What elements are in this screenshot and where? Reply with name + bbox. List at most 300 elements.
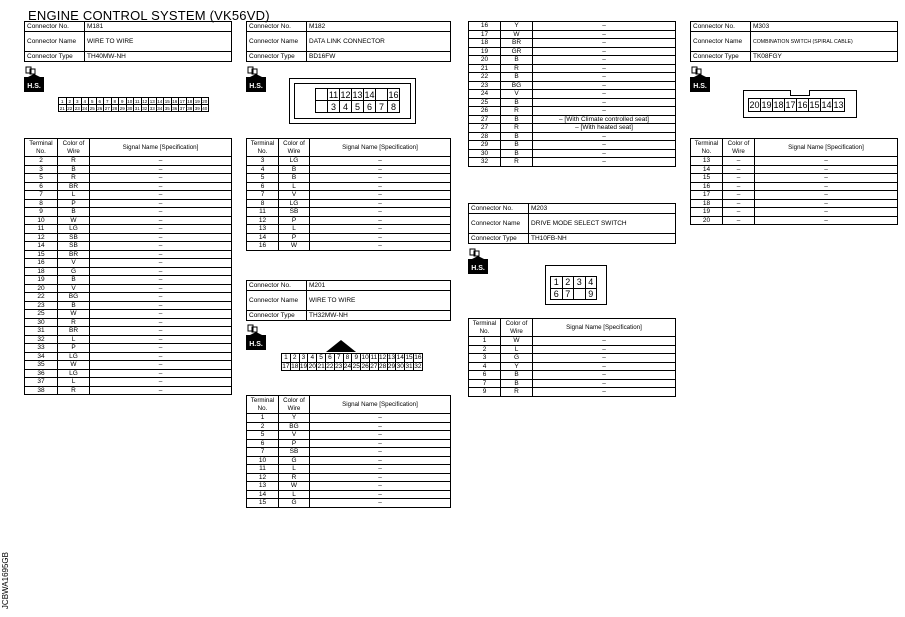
table-row (25, 216, 232, 225)
signal-name-cell: – (90, 208, 232, 217)
connector-name-label: Connector Name (691, 32, 751, 52)
table-row (247, 482, 451, 491)
table-row (25, 301, 232, 310)
pin-cell: 22 (67, 105, 73, 111)
table-row (469, 337, 676, 346)
wire-color-cell: SB (279, 208, 310, 217)
table-row (25, 327, 232, 336)
connector-type-value: TH40MW-NH (85, 52, 232, 62)
connector-no-label: Connector No. (469, 204, 529, 214)
pin-cell: 17 (179, 98, 185, 104)
pin-cell: 25 (89, 105, 95, 111)
pin-cell: 8 (343, 354, 352, 363)
table-row (25, 352, 232, 361)
terminal-cell: 11 (247, 208, 279, 217)
terminal-no-header: Terminal No. (469, 319, 501, 337)
connector-name-value: DATA LINK CONNECTOR (307, 32, 451, 52)
table-row (469, 124, 676, 133)
terminal-cell: 12 (247, 216, 279, 225)
wire-color-cell: G (58, 267, 90, 276)
wire-color-cell: SB (58, 242, 90, 251)
signal-name-cell: – (533, 354, 676, 363)
wire-color-cell: W (279, 242, 310, 251)
terminal-cell: 27 (469, 124, 501, 133)
signal-name-cell: – (533, 22, 676, 31)
terminal-cell: 16 (469, 22, 501, 31)
signal-name-cell: – (90, 216, 232, 225)
terminal-cell: 1 (469, 337, 501, 346)
pin-cell: 17 (282, 362, 290, 370)
pin-cell: 10 (361, 354, 369, 362)
terminal-cell: 7 (247, 191, 279, 200)
table-row (691, 182, 898, 191)
table-row (691, 157, 898, 166)
signal-name-cell: – (310, 225, 451, 234)
connector-no-value: M203 (529, 204, 676, 214)
pin-cell: 38 (187, 105, 193, 111)
wire-color-cell: W (58, 216, 90, 225)
pin-cell: 5 (317, 354, 326, 363)
pin-cell: 11 (328, 89, 339, 100)
pin-cell: 2 (562, 277, 574, 289)
signal-name-cell: – (310, 439, 451, 448)
connector-name-label: Connector Name (247, 291, 307, 311)
pin-cell: 7 (104, 98, 112, 105)
table-row (247, 208, 451, 217)
table-row (247, 233, 451, 242)
table-row (469, 98, 676, 107)
signal-name-header: Signal Name [Specification] (310, 396, 451, 414)
pin-cell: 2 (66, 98, 74, 105)
pin-cell: 9 (585, 288, 597, 300)
signal-name-cell: – (533, 107, 676, 116)
terminal-cell: 6 (25, 182, 58, 191)
signal-name-cell: – (90, 199, 232, 208)
terminal-cell: 30 (469, 149, 501, 158)
wire-color-cell: BG (279, 422, 310, 431)
pin-cell: 15 (809, 100, 820, 110)
table-row (469, 149, 676, 158)
terminal-cell: 15 (691, 174, 723, 183)
table-row (25, 157, 232, 166)
wire-color-cell: BR (501, 39, 533, 48)
table-row (247, 439, 451, 448)
wire-color-cell: B (501, 73, 533, 82)
table-row (25, 369, 232, 378)
terminal-cell: 30 (25, 318, 58, 327)
signal-name-cell: – (310, 431, 451, 440)
table-row (247, 414, 451, 423)
terminal-cell: 10 (25, 216, 58, 225)
terminal-cell: 20 (25, 284, 58, 293)
signal-name-cell: – (533, 132, 676, 141)
wire-color-cell: P (279, 216, 310, 225)
pin-cell: 21 (59, 105, 65, 111)
signal-name-cell: – (90, 344, 232, 353)
connector-no-label: Connector No. (691, 22, 751, 32)
wire-color-cell: G (501, 354, 533, 363)
pin-table-m201 (246, 395, 451, 508)
connector-face-m203 (545, 265, 607, 305)
table-row (247, 473, 451, 482)
signal-name-cell: – (90, 335, 232, 344)
pin-cell (376, 89, 388, 101)
pin-cell: 28 (379, 362, 387, 370)
pin-cell: 6 (364, 101, 376, 113)
wire-color-cell: LG (58, 369, 90, 378)
terminal-cell: 11 (25, 225, 58, 234)
terminal-cell: 23 (25, 301, 58, 310)
table-row (469, 30, 676, 39)
signal-name-cell: – (310, 499, 451, 508)
table-row (25, 225, 232, 234)
table-row (25, 208, 232, 217)
table-row (469, 90, 676, 99)
wire-color-cell: – (723, 199, 755, 208)
table-row (469, 379, 676, 388)
signal-name-cell: – (533, 90, 676, 99)
pin-cell: 31 (134, 105, 140, 111)
pin-cell: 32 (142, 105, 148, 111)
table-row (25, 165, 232, 174)
table-row (469, 354, 676, 363)
terminal-cell: 15 (25, 250, 58, 259)
pin-cell: 1 (282, 354, 291, 363)
table-row (469, 345, 676, 354)
signal-name-cell: – (90, 361, 232, 370)
pin-cell: 5 (89, 98, 97, 105)
pin-cell: 7 (376, 101, 388, 113)
wire-color-cell: L (501, 345, 533, 354)
table-row (469, 371, 676, 380)
terminal-cell: 20 (691, 216, 723, 225)
signal-name-cell: – (310, 465, 451, 474)
wire-color-cell: P (58, 199, 90, 208)
wire-color-cell: L (58, 378, 90, 387)
pin-cell: 32 (414, 362, 422, 370)
pin-cell: 8 (111, 98, 119, 105)
wire-color-cell: SB (279, 448, 310, 457)
pin-cell: 1 (59, 98, 67, 105)
table-row (247, 499, 451, 508)
terminal-cell: 3 (469, 354, 501, 363)
terminal-cell: 3 (247, 157, 279, 166)
pin-cell: 31 (405, 362, 413, 370)
table-row (469, 107, 676, 116)
signal-name-cell: – (755, 182, 898, 191)
terminal-no-header: Terminal No. (25, 139, 58, 157)
page-title: ENGINE CONTROL SYSTEM (VK56VD) (28, 8, 270, 23)
terminal-cell: 20 (469, 56, 501, 65)
pin-cell: 19 (299, 362, 308, 370)
wire-color-cell: L (279, 465, 310, 474)
table-row (247, 157, 451, 166)
signal-name-cell: – (90, 267, 232, 276)
terminal-cell: 15 (247, 499, 279, 508)
connector-info-m303 (690, 21, 898, 62)
terminal-cell: 14 (691, 165, 723, 174)
harness-side-icon (246, 66, 266, 90)
connector-type-value: TH10FB-NH (529, 234, 676, 244)
pin-cell: 4 (81, 98, 89, 105)
table-row (469, 158, 676, 167)
pin-cell: 23 (335, 362, 343, 370)
pin-cell: 27 (370, 362, 378, 370)
wire-color-header: Color of Wire (723, 139, 755, 157)
signal-name-cell: – (533, 73, 676, 82)
pin-cell: 13 (833, 100, 844, 110)
signal-name-cell: – (310, 174, 451, 183)
terminal-cell: 34 (25, 352, 58, 361)
pin-cell: 13 (149, 98, 155, 104)
wire-color-cell: R (501, 388, 533, 397)
pin-cell: 21 (317, 362, 325, 370)
connector-name-label: Connector Name (469, 214, 529, 234)
connector-type-label: Connector Type (25, 52, 85, 62)
terminal-cell: 19 (691, 208, 723, 217)
table-row (469, 81, 676, 90)
wire-color-cell: W (58, 310, 90, 319)
pin-cell: 40 (202, 105, 208, 111)
terminal-cell: 17 (691, 191, 723, 200)
table-row (469, 132, 676, 141)
pin-cell: 7 (562, 288, 574, 300)
pin-cell: 24 (82, 105, 88, 111)
signal-name-cell: – (310, 208, 451, 217)
table-row (469, 362, 676, 371)
wire-color-cell: R (58, 157, 90, 166)
pin-cell: 13 (352, 89, 363, 100)
pin-cell: 36 (172, 105, 178, 111)
terminal-cell: 14 (25, 242, 58, 251)
connector-name-value: WIRE TO WIRE (85, 32, 232, 52)
pin-cell: 35 (164, 105, 170, 111)
wire-color-cell: B (279, 165, 310, 174)
wire-color-cell: B (501, 371, 533, 380)
terminal-cell: 27 (469, 115, 501, 124)
signal-name-cell: – (90, 250, 232, 259)
pin-cell: 20 (308, 362, 316, 370)
table-row (247, 242, 451, 251)
table-row (25, 242, 232, 251)
pin-cell: 2 (290, 354, 299, 363)
signal-name-cell: – (310, 165, 451, 174)
connector-info-m203 (468, 203, 676, 244)
wire-color-cell: G (279, 499, 310, 508)
wire-color-cell: SB (58, 233, 90, 242)
connector-no-label: Connector No. (247, 281, 307, 291)
wire-color-cell: V (279, 191, 310, 200)
table-row (25, 378, 232, 387)
terminal-cell: 17 (469, 30, 501, 39)
signal-name-cell: – (310, 456, 451, 465)
pin-cell: 20 (202, 98, 208, 104)
pin-table-m182 (246, 138, 451, 251)
signal-name-cell: – (533, 47, 676, 56)
signal-name-cell: – (90, 318, 232, 327)
wire-color-cell: LG (279, 199, 310, 208)
table-row (247, 456, 451, 465)
terminal-cell: 14 (247, 233, 279, 242)
terminal-cell: 13 (247, 482, 279, 491)
hs-label: H.S. (27, 83, 41, 90)
terminal-cell: 23 (469, 81, 501, 90)
terminal-cell: 4 (469, 362, 501, 371)
terminal-cell: 32 (469, 158, 501, 167)
table-row (691, 216, 898, 225)
signal-name-cell: – (533, 64, 676, 73)
signal-name-cell: – (310, 233, 451, 242)
table-row (247, 431, 451, 440)
wire-color-cell: P (279, 439, 310, 448)
signal-name-cell: – (90, 182, 232, 191)
table-row (247, 448, 451, 457)
pin-cell: 18 (187, 98, 193, 104)
connector-face-m201 (281, 353, 423, 371)
table-row (469, 64, 676, 73)
connector-name-value: COMBINATION SWITCH (SPIRAL CABLE) (751, 32, 898, 52)
connector-type-value: TH32MW-NH (307, 311, 451, 321)
wire-color-cell: V (501, 90, 533, 99)
signal-name-cell: – (90, 301, 232, 310)
pin-cell: 23 (74, 105, 80, 111)
signal-name-cell: – (90, 225, 232, 234)
terminal-cell: 29 (469, 141, 501, 150)
connector-info-m201 (246, 280, 451, 321)
pin-cell: 15 (164, 98, 170, 104)
pin-cell: 12 (379, 354, 387, 362)
signal-name-cell: – (90, 327, 232, 336)
wire-color-cell: B (501, 149, 533, 158)
wire-color-cell: BR (58, 327, 90, 336)
signal-name-cell: – (533, 371, 676, 380)
wire-color-cell: R (501, 64, 533, 73)
harness-side-icon (468, 248, 488, 272)
terminal-cell: 37 (25, 378, 58, 387)
harness-side-icon (246, 324, 266, 348)
signal-name-header: Signal Name [Specification] (310, 139, 451, 157)
table-row (25, 182, 232, 191)
wire-color-cell: B (501, 132, 533, 141)
signal-name-cell: – (90, 242, 232, 251)
pin-cell: 13 (387, 354, 396, 362)
table-row (25, 276, 232, 285)
pin-cell (316, 89, 328, 101)
connector-type-value: BD16FW (307, 52, 451, 62)
connector-no-value: M181 (85, 22, 232, 32)
terminal-no-header: Terminal No. (247, 139, 279, 157)
signal-name-cell: – (533, 158, 676, 167)
pin-cell: 9 (352, 354, 361, 363)
wire-color-cell: – (723, 191, 755, 200)
signal-name-cell: – (755, 191, 898, 200)
table-row (25, 318, 232, 327)
wire-color-cell: BR (58, 250, 90, 259)
hs-label: H.S. (471, 265, 485, 272)
wire-color-cell: R (58, 386, 90, 395)
pin-cell: 6 (96, 98, 104, 105)
signal-name-cell: – (90, 284, 232, 293)
wire-color-header: Color of Wire (279, 139, 310, 157)
signal-name-cell: – (310, 490, 451, 499)
signal-name-cell: – (533, 98, 676, 107)
pin-cell: 1 (551, 277, 563, 289)
pin-cell: 8 (388, 101, 400, 113)
signal-name-cell: – (310, 199, 451, 208)
pin-cell: 14 (396, 354, 404, 362)
terminal-no-header: Terminal No. (691, 139, 723, 157)
pin-cell: 4 (340, 101, 352, 113)
wire-color-cell: W (279, 482, 310, 491)
pin-cell: 12 (340, 89, 351, 100)
signal-name-cell: – (90, 310, 232, 319)
harness-side-icon (690, 66, 710, 90)
pin-cell: 16 (797, 100, 808, 110)
pin-cell: 6 (551, 288, 563, 300)
signal-name-cell: – (90, 386, 232, 395)
terminal-cell: 5 (247, 174, 279, 183)
terminal-cell: 10 (247, 456, 279, 465)
signal-name-cell: – (310, 191, 451, 200)
table-row (469, 73, 676, 82)
signal-name-cell: – (310, 157, 451, 166)
signal-name-cell: – (533, 56, 676, 65)
table-row (469, 388, 676, 397)
table-row (25, 233, 232, 242)
signal-name-cell: – (310, 422, 451, 431)
terminal-cell: 26 (469, 107, 501, 116)
signal-name-cell: – (90, 174, 232, 183)
signal-name-cell: – (755, 174, 898, 183)
signal-name-cell: – (310, 242, 451, 251)
signal-name-cell: – (310, 414, 451, 423)
wire-color-cell: W (58, 361, 90, 370)
pin-cell (316, 101, 328, 113)
signal-name-cell: – (90, 276, 232, 285)
pin-table-m303 (690, 138, 898, 225)
signal-name-header: Signal Name [Specification] (533, 319, 676, 337)
signal-name-cell: – (90, 233, 232, 242)
wire-color-cell: V (58, 259, 90, 268)
connector-type-value: TK08FGY (751, 52, 898, 62)
pin-cell: 10 (127, 98, 133, 104)
terminal-cell: 16 (247, 242, 279, 251)
signal-name-header: Signal Name [Specification] (755, 139, 898, 157)
terminal-cell: 18 (25, 267, 58, 276)
pin-cell: 16 (414, 354, 422, 362)
terminal-cell: 13 (247, 225, 279, 234)
terminal-cell: 2 (247, 422, 279, 431)
terminal-cell: 19 (25, 276, 58, 285)
terminal-cell: 36 (25, 369, 58, 378)
terminal-cell: 4 (247, 165, 279, 174)
wire-color-cell: Y (279, 414, 310, 423)
pin-cell: 16 (172, 98, 178, 104)
pin-cell: 4 (308, 354, 317, 363)
pin-cell: 3 (299, 354, 308, 363)
terminal-cell: 1 (247, 414, 279, 423)
table-row (25, 344, 232, 353)
key-marker (326, 340, 356, 352)
wire-color-cell: B (58, 208, 90, 217)
table-row (247, 216, 451, 225)
terminal-cell: 7 (247, 448, 279, 457)
wire-color-header: Color of Wire (279, 396, 310, 414)
signal-name-cell: – (755, 208, 898, 217)
connector-no-label: Connector No. (247, 22, 307, 32)
wire-color-cell: L (279, 225, 310, 234)
terminal-cell: 18 (469, 39, 501, 48)
